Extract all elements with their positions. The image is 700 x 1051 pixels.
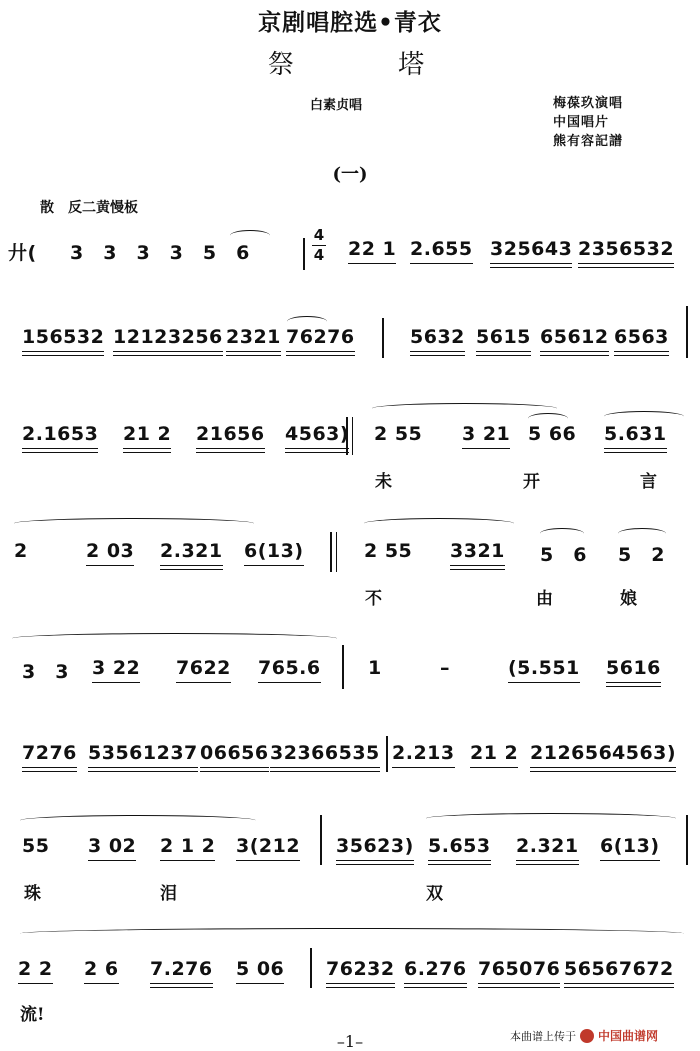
notation-segment: 6(13) (600, 835, 660, 857)
page-number: –1– (336, 1032, 364, 1051)
notation-segment: 3(212 (236, 835, 300, 857)
notation-segment: 2.321 (516, 835, 579, 857)
lyric: 言 (640, 472, 657, 492)
notation-segment: 5 06 (236, 958, 284, 980)
notation-segment: 7.276 (150, 958, 213, 980)
lyric: 开 (523, 472, 540, 492)
notation-segment: 3 21 (462, 423, 510, 445)
notation-segment: 2 6 (84, 958, 119, 980)
notation-segment: 2.1653 (22, 423, 98, 445)
role-label: 白素贞唱 (310, 98, 363, 113)
notation-segment: 56567672 (564, 958, 674, 980)
notation-segment: 55 (22, 835, 50, 857)
notation-row-1 (0, 238, 700, 288)
upload-text: 本曲谱上传于 (510, 1029, 576, 1043)
notation-segment: 5632 (410, 326, 465, 348)
notation-segment: 4563) (612, 742, 676, 764)
notation-segment: 6563 (614, 326, 669, 348)
notation-segment: 3 3 (22, 661, 69, 683)
lyric: 娘 (620, 589, 637, 609)
notation-segment: 2 1 2 (160, 835, 215, 857)
notation-segment: 廾( (8, 242, 37, 264)
notation-segment: 35623) (336, 835, 414, 857)
notation-segment: 2321 (226, 326, 281, 348)
notation-segment: 7622 (176, 657, 231, 679)
notation-segment: 765.6 (258, 657, 321, 679)
score-title: 京剧唱腔选•青衣 (258, 10, 442, 36)
notation-row-4 (0, 540, 700, 609)
notation-segment: 5616 (606, 657, 661, 679)
time-signature-top: 4 (313, 226, 325, 244)
section-number: (一) (332, 164, 368, 185)
notation-segment: 7276 (22, 742, 77, 764)
notation-row-8 (0, 958, 700, 1025)
notation-row-3 (0, 423, 700, 492)
notation-segment: 21 2 (470, 742, 518, 764)
notation-segment: 32366535 (270, 742, 380, 764)
lyric: 双 (426, 884, 443, 904)
lyric: 不 (365, 589, 382, 609)
notation-segment: 2.213 (392, 742, 455, 764)
site-name: 中国曲谱网 (598, 1029, 659, 1043)
notation-segment: 2356532 (578, 238, 674, 260)
credit-label: 中国唱片 (553, 115, 610, 130)
notation-segment: 06656 (200, 742, 269, 764)
credits (553, 94, 623, 151)
notation-segment: 156532 (22, 326, 104, 348)
notation-segment: 2 2 (18, 958, 53, 980)
notation-segment: 76232 (326, 958, 395, 980)
lyric: 泪 (160, 884, 177, 904)
notation-row-6 (0, 742, 700, 792)
tempo-marking: 散 反二黄慢板 (40, 200, 138, 216)
notation-segment: 2.655 (410, 238, 473, 260)
upload-credit (510, 1027, 658, 1044)
notation-segment: – (440, 657, 450, 679)
notation-segment: 2 (14, 540, 28, 562)
notation-segment: 5 66 (528, 423, 577, 445)
lyric: 流! (20, 1005, 45, 1025)
notation-segment: 4563) (285, 423, 349, 445)
lyric: 由 (536, 589, 553, 609)
notation-segment: 22 1 (348, 238, 396, 260)
notation-segment: 21656 (196, 423, 265, 445)
notation-segment: 21 2 (123, 423, 171, 445)
piece-title: 祭 塔 (267, 50, 473, 80)
notation-row-5 (0, 657, 700, 707)
credit-transcriber: 熊有容記譜 (553, 134, 624, 149)
notation-segment: 5.631 (604, 423, 667, 445)
lyric: 珠 (24, 884, 41, 904)
notation-row-2 (0, 326, 700, 376)
notation-segment: 212656 (530, 742, 612, 764)
notation-segment: 3 3 3 3 5 6 (70, 242, 250, 264)
notation-segment: 5.653 (428, 835, 491, 857)
notation-segment: 5 6 (540, 544, 587, 566)
notation-segment: 6(13) (244, 540, 304, 562)
notation-segment: (5.551 (508, 657, 580, 679)
site-logo-icon (580, 1029, 594, 1043)
notation-segment: 1 (368, 657, 382, 679)
notation-segment: 5615 (476, 326, 531, 348)
notation-segment: 5 2 (618, 544, 665, 566)
notation-segment: 3 02 (88, 835, 136, 857)
notation-segment: 3321 (450, 540, 505, 562)
notation-segment: 53561237 (88, 742, 198, 764)
notation-segment: 2.321 (160, 540, 223, 562)
notation-segment: 765076 (478, 958, 560, 980)
notation-segment: 2 55 (374, 423, 423, 445)
lyric: 未 (375, 472, 392, 492)
notation-segment: 2 55 (364, 540, 413, 562)
notation-segment: 76276 (286, 326, 355, 348)
notation-segment: 6.276 (404, 958, 467, 980)
notation-segment: 65612 (540, 326, 609, 348)
notation-segment: 2 03 (86, 540, 134, 562)
time-signature-bottom: 4 (313, 246, 325, 264)
notation-segment: 325643 (490, 238, 572, 260)
notation-row-7 (0, 835, 700, 904)
notation-segment: 12123256 (113, 326, 223, 348)
notation-segment: 3 22 (92, 657, 140, 679)
credit-performer: 梅葆玖演唱 (553, 96, 624, 111)
